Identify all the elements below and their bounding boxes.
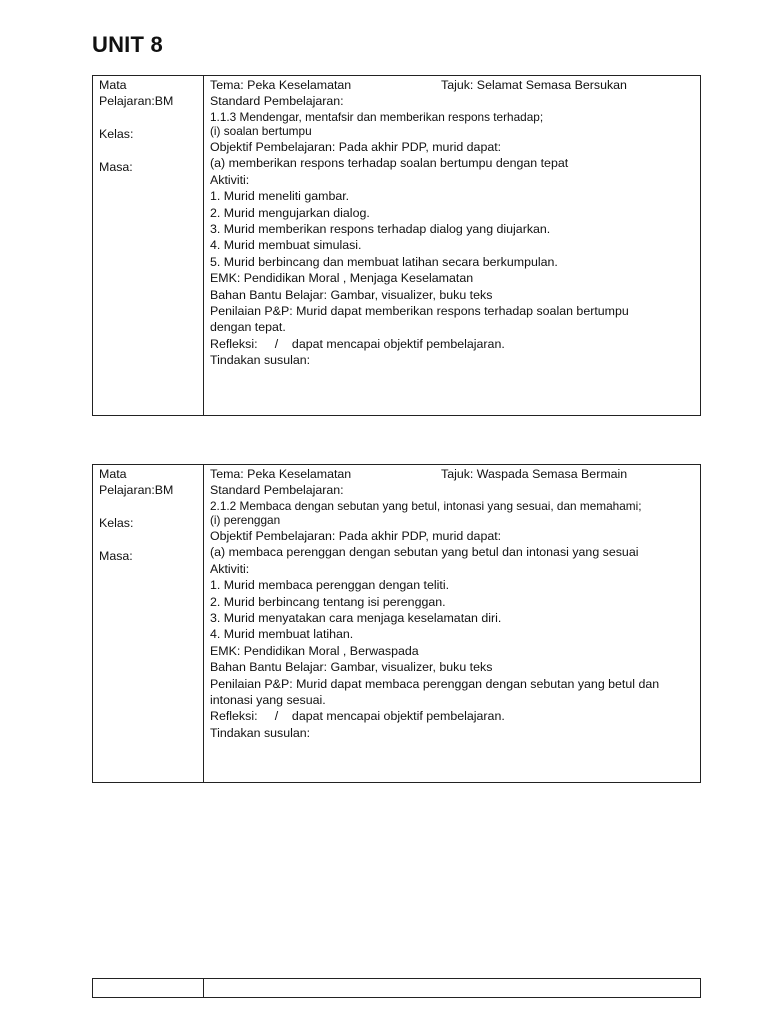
lesson-plan-table <box>92 75 701 416</box>
time-label: Masa: <box>99 549 133 563</box>
standard-heading: Standard Pembelajaran: <box>210 94 344 109</box>
activity-item: 2. Murid berbincang tentang isi perenggan. <box>210 594 446 609</box>
standard-line: 1.1.3 Mendengar, mentafsir dan memberikan respons terhadap; <box>210 109 544 124</box>
activity-item: 1. Murid membaca perenggan dengan teliti. <box>210 578 450 593</box>
follow-up-text: Tindakan susulan: <box>210 725 311 740</box>
follow-up-text: Tindakan susulan: <box>210 353 311 368</box>
topic-text: Tajuk: Waspada Semasa Bermain <box>441 467 628 481</box>
activities-heading: Aktiviti: <box>210 561 250 576</box>
lesson-plan-table <box>92 464 701 783</box>
activity-item: 5. Murid berbincang dan membuat latihan secara berkumpulan. <box>210 254 558 269</box>
objective-heading: Objektif Pembelajaran: Pada akhir PDP, murid dapat: <box>210 140 502 154</box>
objective-line: (a) membaca perenggan dengan sebutan yang betul dan intonasi yang sesuai <box>210 545 639 560</box>
emk-text: EMK: Pendidikan Moral , Menjaga Keselamatan <box>210 271 474 286</box>
theme-topic-row <box>210 466 694 482</box>
plan-content-cell <box>204 465 700 782</box>
objective-heading: Objektif Pembelajaran: Pada akhir PDP, murid dapat: <box>210 529 502 543</box>
unit-title: UNIT 8 <box>92 32 163 57</box>
lesson-plan-table-empty <box>92 978 701 998</box>
standard-heading: Standard Pembelajaran: <box>210 483 344 498</box>
assessment-text: Penilaian P&P: Murid dapat memberikan respons terhadap soalan bertumpu <box>210 304 629 319</box>
standard-line: 2.1.2 Membaca dengan sebutan yang betul, intonasi yang sesuai, dan memahami; <box>210 498 642 513</box>
time-label: Masa: <box>99 160 133 174</box>
objective-line: (a) memberikan respons terhadap soalan bertumpu dengan tepat <box>210 156 569 171</box>
plan-meta-cell <box>93 979 204 997</box>
standard-sub: (i) perenggan <box>210 513 281 528</box>
plan-meta-cell <box>93 465 204 782</box>
activity-item: 4. Murid membuat simulasi. <box>210 238 362 253</box>
theme-topic-row <box>210 77 694 93</box>
activity-item: 3. Murid memberikan respons terhadap dialog yang diujarkan. <box>210 222 551 237</box>
reflection-text: Refleksi: / dapat mencapai objektif pembelajaran. <box>210 709 505 724</box>
assessment-text-cont: dengan tepat. <box>210 320 286 335</box>
theme-text: Tema: Peka Keselamatan <box>210 467 352 481</box>
activity-item: 2. Murid mengujarkan dialog. <box>210 205 370 220</box>
subject-value: Pelajaran:BM <box>99 483 174 498</box>
subject-label: Mata <box>99 467 127 481</box>
emk-text: EMK: Pendidikan Moral , Berwaspada <box>210 643 419 658</box>
activity-item: 1. Murid meneliti gambar. <box>210 189 350 204</box>
assessment-text: Penilaian P&P: Murid dapat membaca perenggan dengan sebutan yang betul dan <box>210 676 660 691</box>
topic-text: Tajuk: Selamat Semasa Bersukan <box>441 78 627 92</box>
subject-label: Mata <box>99 78 127 92</box>
activities-heading: Aktiviti: <box>210 172 250 187</box>
class-label: Kelas: <box>99 516 134 531</box>
reflection-text: Refleksi: / dapat mencapai objektif pembelajaran. <box>210 336 505 351</box>
class-label: Kelas: <box>99 127 134 142</box>
plan-meta-cell <box>93 76 204 415</box>
standard-sub: (i) soalan bertumpu <box>210 124 312 139</box>
activity-item: 4. Murid membuat latihan. <box>210 627 354 642</box>
subject-value: Pelajaran:BM <box>99 94 174 109</box>
materials-text: Bahan Bantu Belajar: Gambar, visualizer, buku teks <box>210 287 493 302</box>
materials-text: Bahan Bantu Belajar: Gambar, visualizer, buku teks <box>210 660 493 675</box>
plan-content-cell <box>204 76 700 415</box>
activity-item: 3. Murid menyatakan cara menjaga keselamatan diri. <box>210 611 502 626</box>
plan-content-cell <box>204 979 700 997</box>
assessment-text-cont: intonasi yang sesuai. <box>210 693 326 708</box>
theme-text: Tema: Peka Keselamatan <box>210 78 352 92</box>
